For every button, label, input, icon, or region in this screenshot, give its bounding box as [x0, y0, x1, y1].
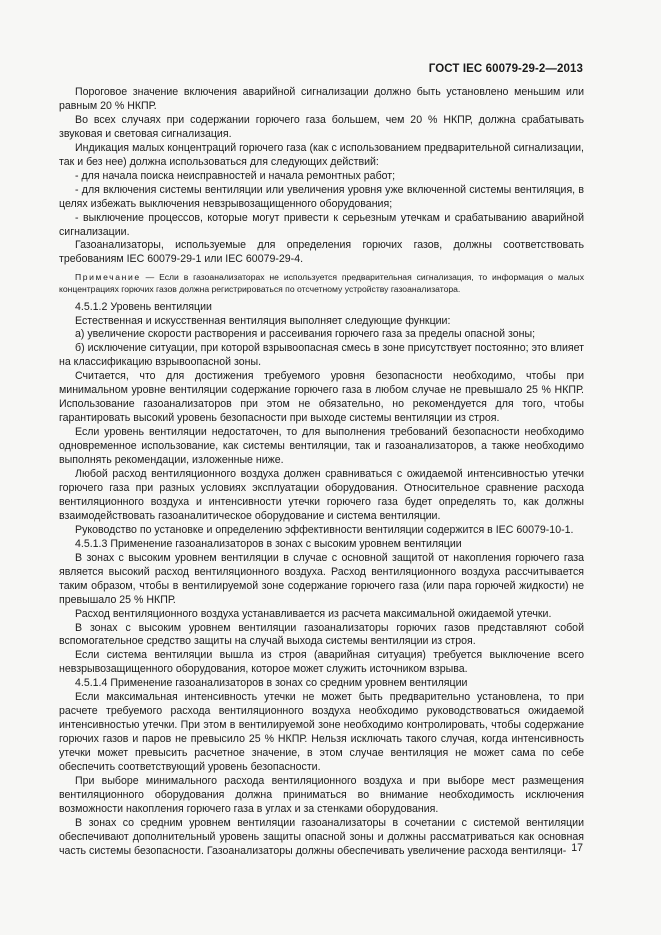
section-heading: 4.5.1.4 Применение газоанализаторов в зонах со средним уровнем вентиляции	[75, 677, 468, 690]
paragraph: Считается, что для достижения требуемого уровня безопасности необходимо, чтобы при минимальном уровне вентиляции содержание горючего газа в любом случае не превышало 25 % НКПР. Использование газоанализаторов при этом не обязательно, но рекомендуется для того, чтобы гарантировать высокий уровень безопасности при выходе системы вентиляции из строя.	[59, 370, 584, 425]
list-item: - выключение процессов, которые могут привести к серьезным утечкам и срабатыванию аварийной сигнализации.	[59, 211, 584, 238]
page-number: 17	[571, 842, 583, 854]
section-heading: 4.5.1.2 Уровень вентиляции	[75, 300, 212, 313]
list-item: - для начала поиска неисправностей и начала ремонтных работ;	[75, 169, 396, 182]
paragraph: В зонах с высоким уровнем вентиляции газоанализаторы горючих газов представляют собой вспомогательное средство защиты на случай выхода системы вентиляции из строя.	[59, 621, 584, 648]
note	[59, 272, 584, 295]
section-heading: 4.5.1.3 Применение газоанализаторов в зонах с высоким уровнем вентиляции	[75, 537, 462, 550]
list-item: б) исключение ситуации, при которой взрывоопасная смесь в зоне присутствует постоянно; это влияет на классификацию взрывоопасной зоны.	[59, 342, 584, 369]
list-item: - для включения системы вентиляции или увеличения уровня уже включенной системы вентиляция, в целях избежать выключения невзрывозащищенного оборудования;	[59, 183, 584, 210]
paragraph: Любой расход вентиляционного воздуха должен сравниваться с ожидаемой интенсивностью утечки горючего газа при разных условиях эксплуатации оборудования. Относительное сравнение расхода вентиляционного воздуха и интенсивности утечки горючего газа будет определять то, как должны взаимодействовать газоаналитическое оборудование и система вентиляции.	[59, 468, 584, 522]
paragraph: Во всех случаях при содержании горючего газа большем, чем 20 % НКПР, должна срабатывать звуковая и световая сигнализация.	[59, 113, 584, 140]
paragraph: Руководство по установке и определению эффективности вентиляции содержится в IEC 60079-10-1.	[75, 523, 574, 536]
paragraph: Если максимальная интенсивность утечки не может быть предварительно установлена, то при расчете требуемого расхода вентиляционного воздуха необходимо руководствоваться ожидаемой интенсивностью утечки. При этом в вентилируемой зоне необходимо контролировать, чтобы содержание горючих газов и паров не превысило 25 % НКПР. Нельзя исключать такого случая, когда интенсивность утечки может превысить расчетное значение, в этом случае вентиляция не может сама по себе обеспечить соответствующий уровень безопасности.	[59, 691, 584, 774]
page-content	[59, 86, 584, 859]
note-label: Примечание	[75, 272, 141, 283]
paragraph: В зонах с высоким уровнем вентиляции в случае с основной защитой от накопления горючего газа является высокий расход вентиляционного воздуха. Расход вентиляционного воздуха рассчитывается таким образом, чтобы в вентилируемой зоне содержание горючего газа (или пара горючей жидкости) не превышало 25 % НКПР.	[59, 551, 584, 606]
document-id-header: ГОСТ IEC 60079-29-2—2013	[428, 63, 583, 75]
paragraph: В зонах со средним уровнем вентиляции газоанализаторы в сочетании с системой вентиляции обеспечивают дополнительный уровень защиты опасной зоны и должны рассматриваться как основная часть системы безопасности. Газоанализаторы должны обеспечивать увеличение расхода вентиляци-	[59, 816, 584, 857]
paragraph: Пороговое значение включения аварийной сигнализации должно быть установлено меньшим или равным 20 % НКПР.	[59, 86, 584, 112]
note-text: — Если в газоанализаторах не используется предварительная сигнализация, то информация о малых концентрациях горючих газов должна регистрироваться по отсчетному устройству газоанализатора.	[59, 272, 584, 294]
paragraph: Если система вентиляции вышла из строя (аварийная ситуация) требуется выключение всего невзрывозащищенного оборудования, которое может служить источником взрыва.	[59, 649, 584, 676]
list-item: а) увеличение скорости растворения и рассеивания горючего газа за пределы опасной зоны;	[75, 328, 536, 341]
paragraph: Индикация малых концентраций горючего газа (как с использованием предварительной сигнализации, так и без нее) должна использоваться для следующих действий:	[59, 141, 584, 168]
paragraph: При выборе минимального расхода вентиляционного воздуха и при выборе мест размещения вентиляционного оборудования должна приниматься во внимание необходимость исключения возможности накопления горючего газа в углах и за стенками оборудования.	[59, 774, 584, 815]
paragraph: Если уровень вентиляции недостаточен, то для выполнения требований безопасности необходимо одновременное использование, как системы вентиляции, так и газоанализаторов, а также необходимо выполнять рекомендации, изложенные ниже.	[59, 426, 584, 467]
paragraph: Естественная и искусственная вентиляция выполняет следующие функции:	[75, 314, 451, 327]
paragraph: Газоанализаторы, используемые для определения горючих газов, должны соответствовать требованиям IEC 60079-29-1 или IEC 60079-29-4.	[59, 239, 584, 266]
paragraph: Расход вентиляционного воздуха устанавливается из расчета максимальной ожидаемой утечки.	[75, 607, 552, 620]
